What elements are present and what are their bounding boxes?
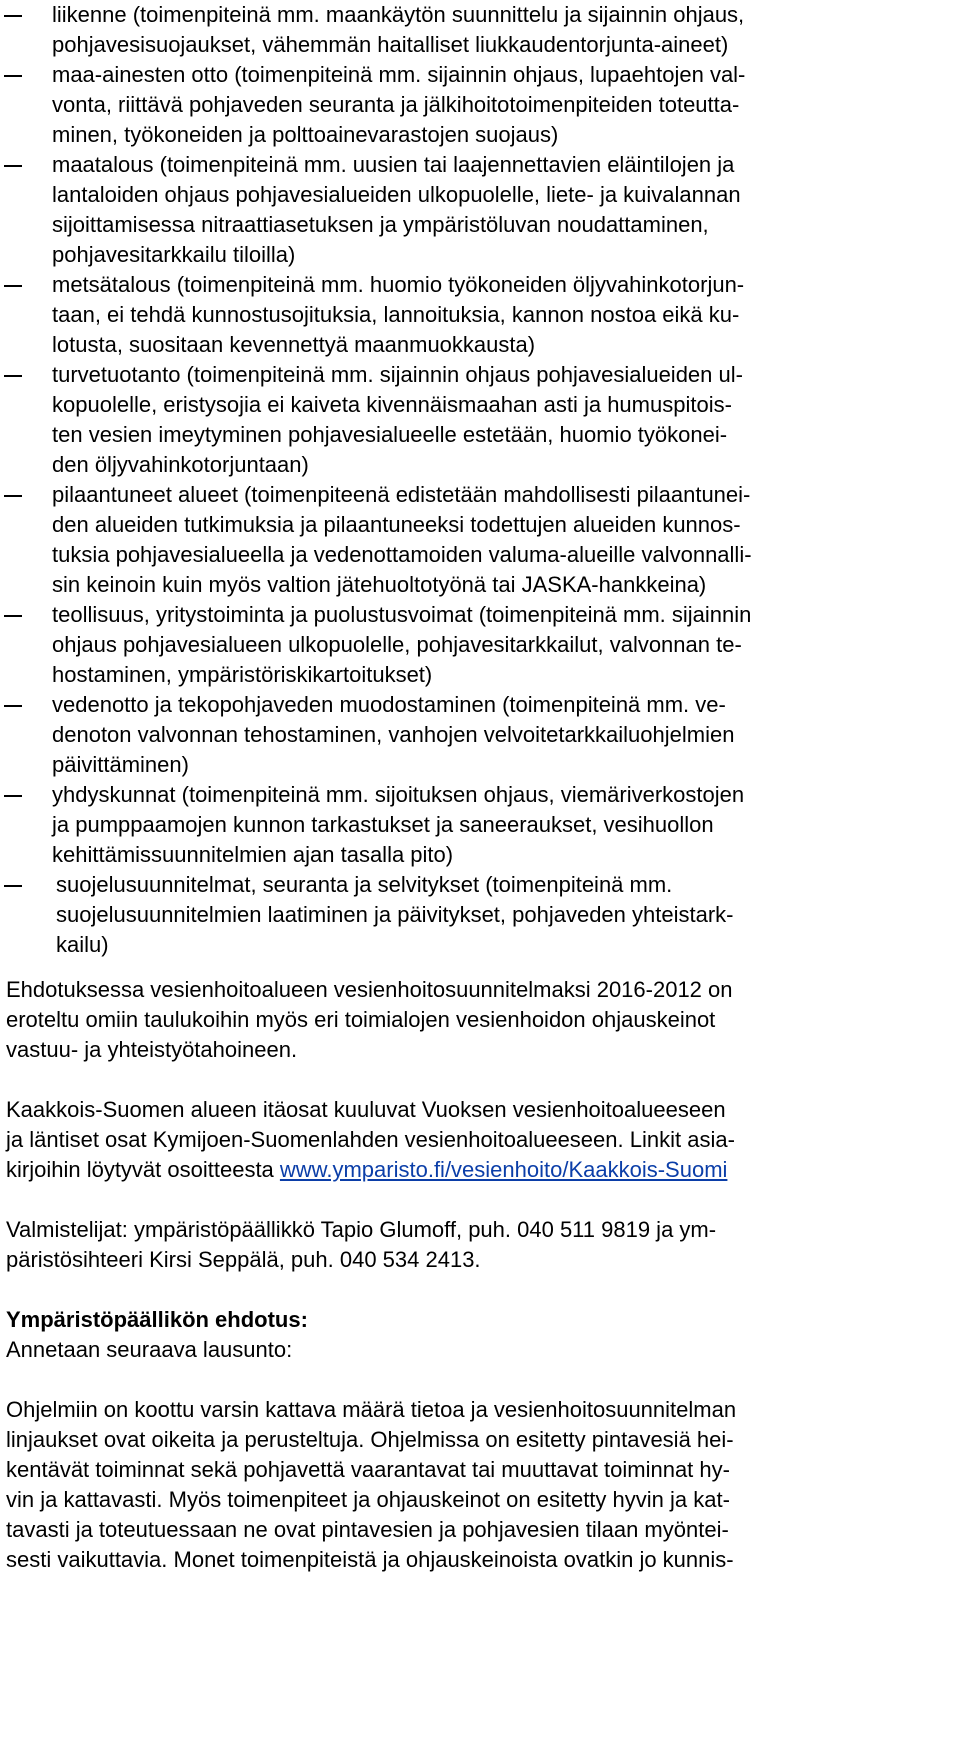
- paragraph-line: tavasti ja toteutuessaan ne ovat pintavesien ja pohjavesien tilaan myöntei-: [6, 1517, 729, 1542]
- paragraph-line: eroteltu omiin taulukoihin myös eri toimialojen vesienhoidon ohjauskeinot: [6, 1007, 716, 1032]
- vesienhoito-link[interactable]: www.ymparisto.fi/vesienhoito/Kaakkois-Suomi: [279, 1157, 728, 1182]
- list-item-line: taan, ei tehdä kunnostusojituksia, lannoituksia, kannon nostoa eikä ku-: [52, 302, 740, 327]
- dash-icon: [4, 375, 22, 377]
- list-item-line: maa-ainesten otto (toimenpiteinä mm. sijainnin ohjaus, lupaehtojen val-: [52, 62, 746, 87]
- list-item-line: maatalous (toimenpiteinä mm. uusien tai laajennettavien eläintilojen ja: [52, 152, 735, 177]
- dash-icon: [4, 615, 22, 617]
- proposal-heading: Ympäristöpäällikön ehdotus:: [6, 1307, 308, 1332]
- list-item-line: suojelusuunnitelmien laatiminen ja päivitykset, pohjaveden yhteistark-: [56, 902, 734, 927]
- link-prefix-text: kirjoihin löytyvät osoitteesta: [6, 1157, 280, 1182]
- paragraph-line: vin ja kattavasti. Myös toimenpiteet ja ohjauskeinot on esitetty hyvin ja kat-: [6, 1487, 730, 1512]
- paragraph-line: vastuu- ja yhteistyötahoineen.: [6, 1037, 298, 1062]
- paragraph-line: sesti vaikuttavia. Monet toimenpiteistä ja ohjauskeinoista ovatkin jo kunnis-: [6, 1547, 734, 1572]
- paragraph-line: Ohjelmiin on koottu varsin kattava määrä tietoa ja vesienhoitosuunnitelman: [6, 1397, 737, 1422]
- paragraph-line: [6, 1155, 727, 1185]
- list-item-line: suojelusuunnitelmat, seuranta ja selvitykset (toimenpiteinä mm.: [56, 872, 673, 897]
- list-item-line: kopuolelle, eristysojia ei kaiveta kivennäismaahan asti ja humuspitois-: [52, 392, 732, 417]
- list-item-line: denoton valvonnan tehostaminen, vanhojen velvoitetarkkailuohjelmien: [52, 722, 735, 747]
- list-item-line: sin keinoin kuin myös valtion jätehuoltotyönä tai JASKA-hankkeina): [52, 572, 707, 597]
- list-item-line: sijoittamisessa nitraattiasetuksen ja ympäristöluvan noudattaminen,: [52, 212, 709, 237]
- list-item-line: liikenne (toimenpiteinä mm. maankäytön suunnittelu ja sijainnin ohjaus,: [52, 2, 745, 27]
- list-item-line: pohjavesitarkkailu tiloilla): [52, 242, 296, 267]
- list-item-line: hostaminen, ympäristöriskikartoitukset): [52, 662, 433, 687]
- dash-icon: [4, 15, 22, 17]
- dash-icon: [4, 75, 22, 77]
- list-item-line: ja pumppaamojen kunnon tarkastukset ja saneeraukset, vesihuollon: [52, 812, 714, 837]
- list-item-line: päivittäminen): [52, 752, 189, 777]
- list-item-line: lantaloiden ohjaus pohjavesialueiden ulkopuolelle, liete- ja kuivalannan: [52, 182, 741, 207]
- list-item-line: turvetuotanto (toimenpiteinä mm. sijainnin ohjaus pohjavesialueiden ul-: [52, 362, 743, 387]
- list-item-line: pilaantuneet alueet (toimenpiteenä edistetään mahdollisesti pilaantunei-: [52, 482, 751, 507]
- paragraph-line: Valmistelijat: ympäristöpäällikkö Tapio Glumoff, puh. 040 511 9819 ja ym-: [6, 1217, 717, 1242]
- list-item-line: pohjavesisuojaukset, vähemmän haitalliset liukkaudentorjunta-aineet): [52, 32, 729, 57]
- paragraph-line: Ehdotuksessa vesienhoitoalueen vesienhoitosuunnitelmaksi 2016-2012 on: [6, 977, 733, 1002]
- list-item-line: yhdyskunnat (toimenpiteinä mm. sijoituksen ohjaus, viemäriverkostojen: [52, 782, 745, 807]
- list-item-line: teollisuus, yritystoiminta ja puolustusvoimat (toimenpiteinä mm. sijainnin: [52, 602, 752, 627]
- dash-icon: [4, 285, 22, 287]
- dash-icon: [4, 795, 22, 797]
- list-item-line: lotusta, suositaan kevennettyä maanmuokkausta): [52, 332, 536, 357]
- paragraph-line: ja läntiset osat Kymijoen-Suomenlahden vesienhoitoalueeseen. Linkit asia-: [6, 1127, 735, 1152]
- list-item-line: tuksia pohjavesialueella ja vedenottamoiden valuma-alueille valvonnalli-: [52, 542, 752, 567]
- list-item-line: metsätalous (toimenpiteinä mm. huomio työkoneiden öljyvahinkotorjun-: [52, 272, 745, 297]
- proposal-intro: Annetaan seuraava lausunto:: [6, 1337, 293, 1362]
- paragraph-line: linjaukset ovat oikeita ja perusteltuja. Ohjelmissa on esitetty pintavesiä hei-: [6, 1427, 734, 1452]
- list-item-line: vedenotto ja tekopohjaveden muodostaminen (toimenpiteinä mm. ve-: [52, 692, 726, 717]
- paragraph-line: Kaakkois-Suomen alueen itäosat kuuluvat Vuoksen vesienhoitoalueeseen: [6, 1097, 726, 1122]
- dash-icon: [4, 495, 22, 497]
- list-item-line: den alueiden tutkimuksia ja pilaantuneeksi todettujen alueiden kunnos-: [52, 512, 741, 537]
- dash-icon: [4, 885, 22, 887]
- dash-icon: [4, 165, 22, 167]
- paragraph-line: päristösihteeri Kirsi Seppälä, puh. 040 534 2413.: [6, 1247, 481, 1272]
- list-item-line: vonta, riittävä pohjaveden seuranta ja jälkihoitotoimenpiteiden toteutta-: [52, 92, 740, 117]
- paragraph-line: kentävät toiminnat sekä pohjavettä vaarantavat tai muuttavat toiminnat hy-: [6, 1457, 730, 1482]
- list-item-line: kehittämissuunnitelmien ajan tasalla pito): [52, 842, 454, 867]
- list-item-line: ohjaus pohjavesialueen ulkopuolelle, pohjavesitarkkailut, valvonnan te-: [52, 632, 742, 657]
- dash-icon: [4, 705, 22, 707]
- list-item-line: kailu): [56, 932, 109, 957]
- list-item-line: den öljyvahinkotorjuntaan): [52, 452, 309, 477]
- list-item-line: ten vesien imeytyminen pohjavesialueelle estetään, huomio työkonei-: [52, 422, 728, 447]
- list-item-line: minen, työkoneiden ja polttoainevarastojen suojaus): [52, 122, 559, 147]
